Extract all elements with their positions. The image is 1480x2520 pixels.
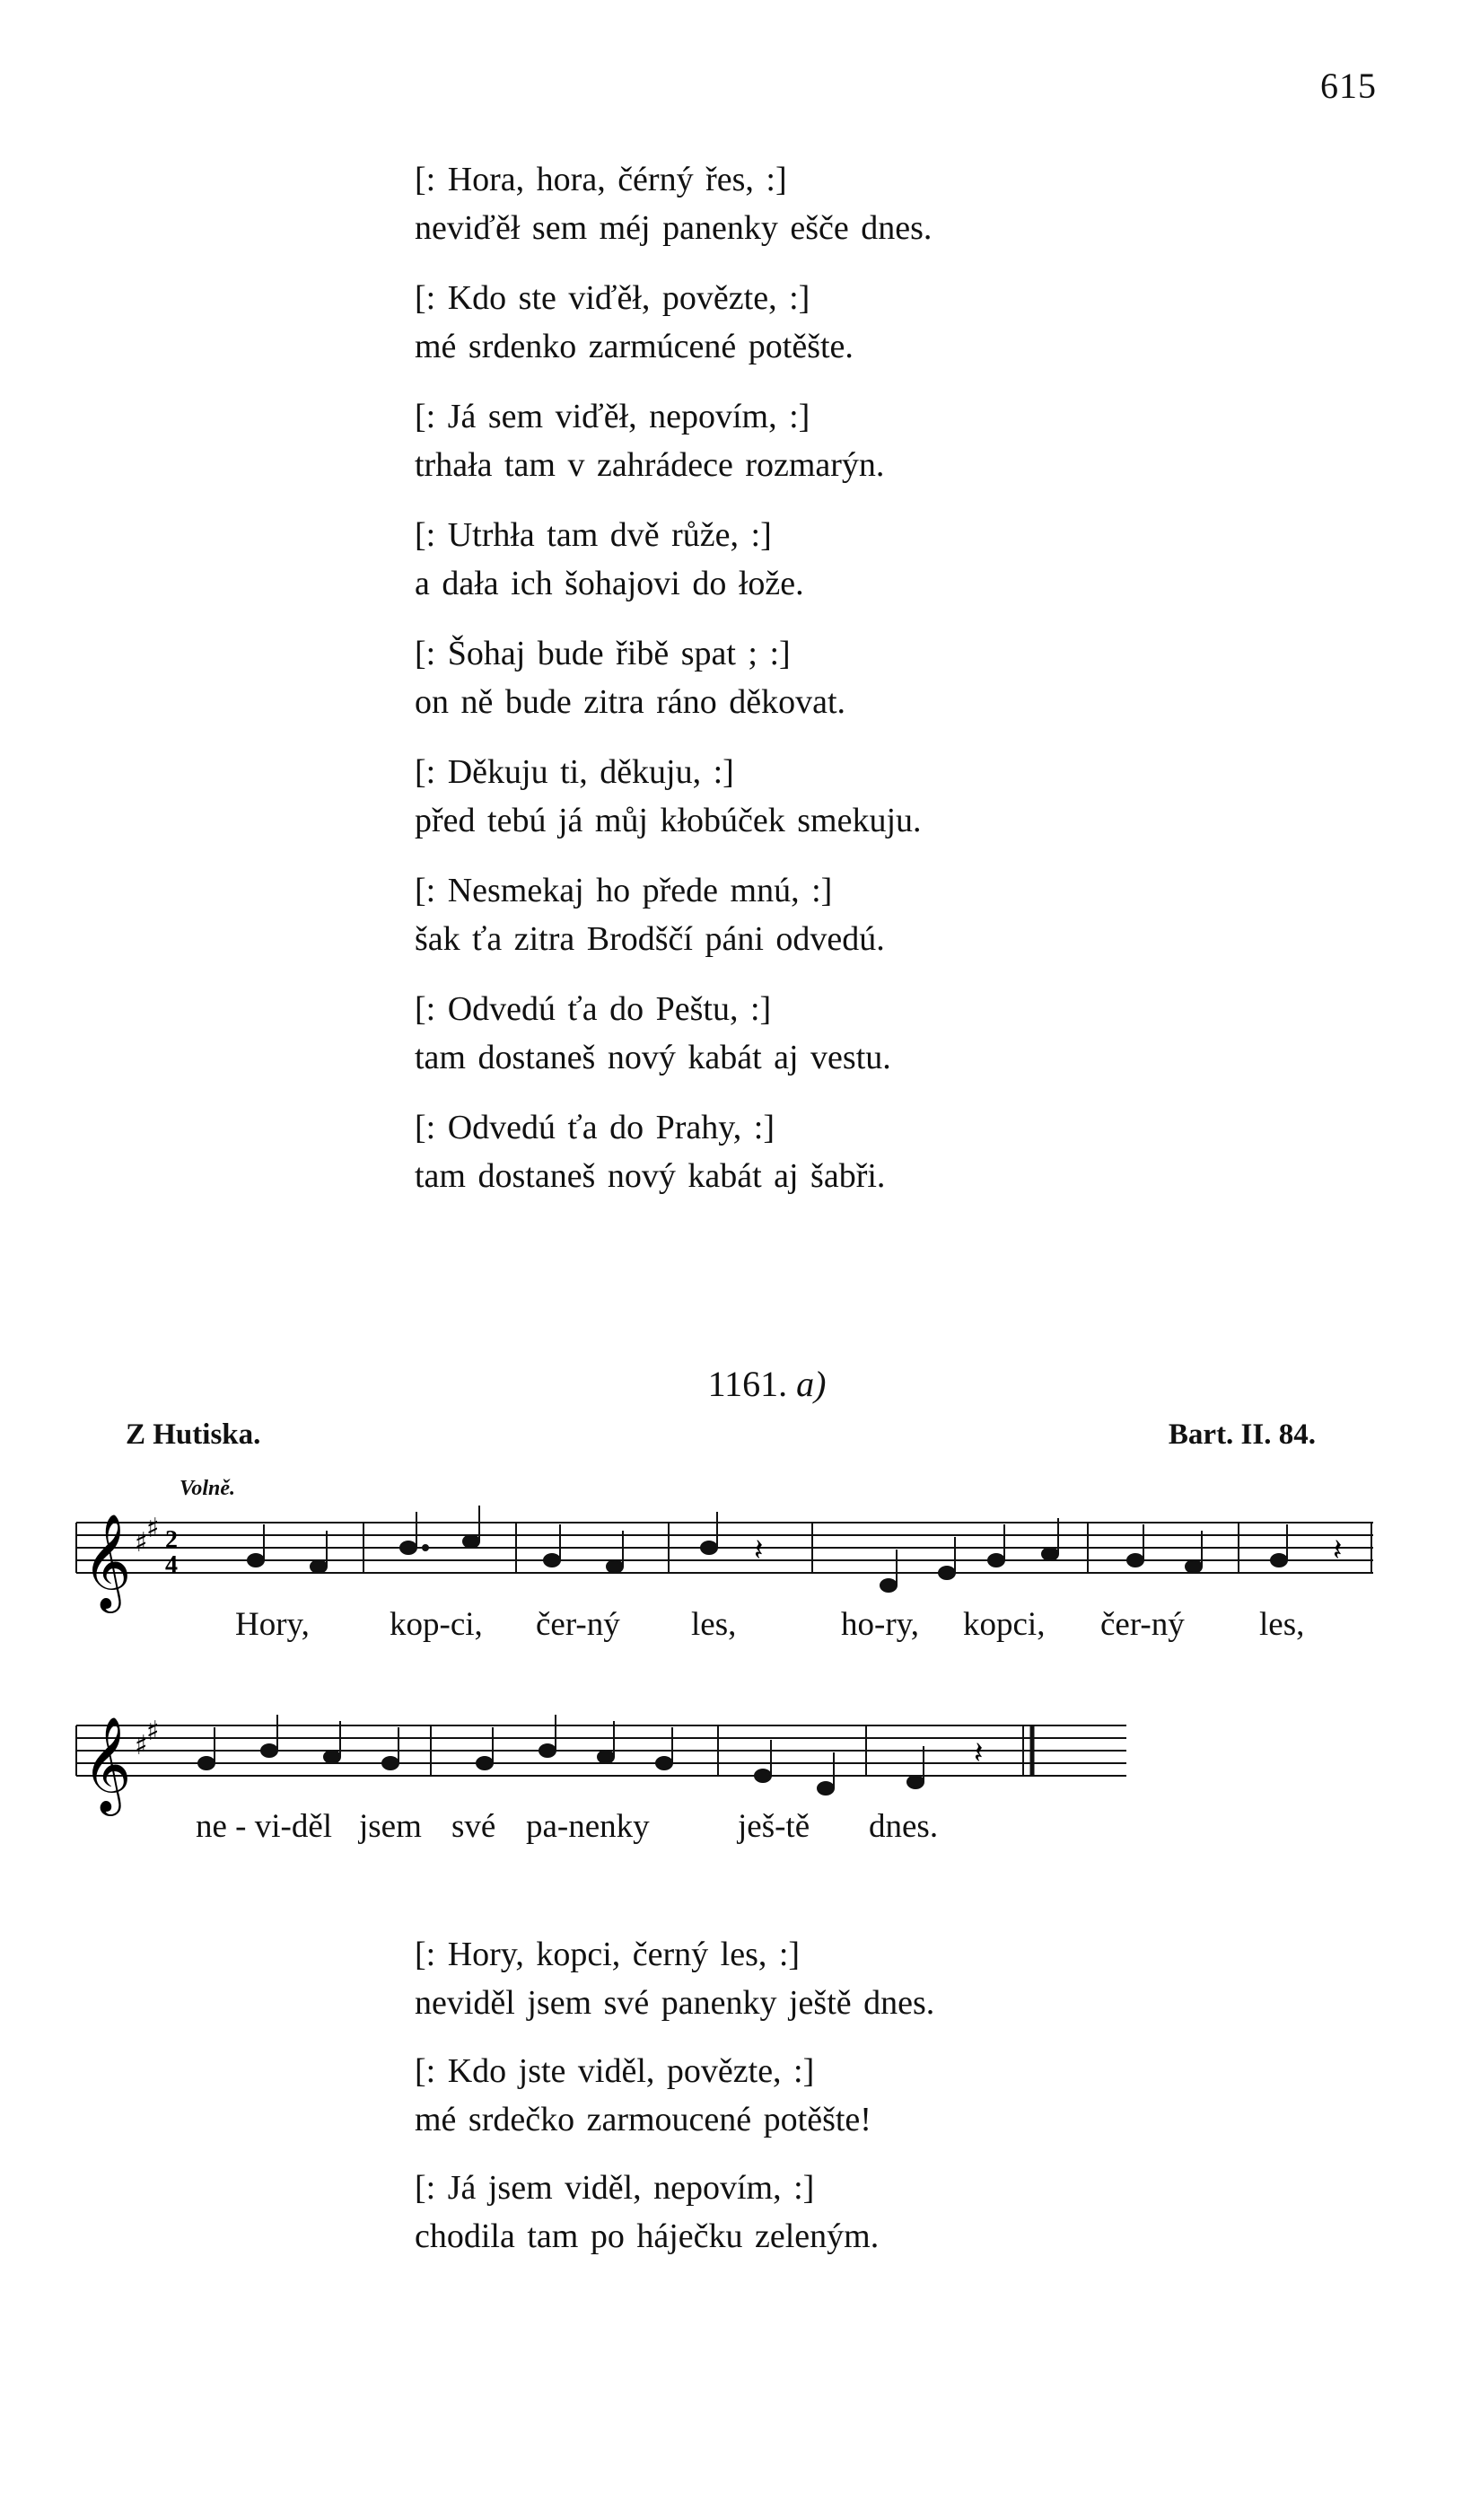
lyric-syllable: dnes.: [869, 1808, 939, 1845]
lyric-syllable: čer-ný: [1100, 1606, 1185, 1643]
key-signature-sharp: ♯: [146, 1513, 160, 1544]
treble-clef-icon: 𝄞: [83, 1513, 132, 1609]
verse-line: tam dostaneš nový kabát aj šabři.: [415, 1157, 886, 1195]
time-signature-bottom: 4: [165, 1551, 178, 1579]
notes-system-2: [198, 1715, 924, 1795]
staff-system-2: [76, 1725, 1126, 1776]
key-signature-sharp: ♯: [135, 1527, 148, 1559]
staff-system-1: [76, 1523, 1373, 1573]
lyric-syllable: své: [451, 1808, 496, 1845]
stanza: [415, 2047, 1312, 2144]
verse-line: mé srdečko zarmoucené potěšte!: [415, 2101, 871, 2138]
lyric-syllable: čer-ný: [536, 1606, 620, 1643]
verse-line: [: Nesmekaj ho přede mnú, :]: [415, 872, 833, 909]
lyric-syllable: ho-ry,: [841, 1606, 919, 1643]
stanza: [415, 1930, 1312, 2027]
lyric-syllable: jsem: [359, 1808, 422, 1845]
tempo-marking: Volně.: [180, 1477, 236, 1500]
key-signature-sharp: ♯: [135, 1730, 148, 1761]
lyric-syllable: Hory,: [235, 1606, 310, 1643]
verse-line: [: Hora, hora, čérný řes, :]: [415, 161, 787, 198]
rest-icon: 𝄽: [974, 1735, 984, 1771]
verse-line: a dała ich šohajovi do łože.: [415, 565, 804, 602]
page-number: 615: [1320, 66, 1377, 106]
verse-line: on ně bude zitra ráno děkovat.: [415, 683, 846, 721]
lyric-syllable: les,: [1259, 1606, 1305, 1643]
stanza: [415, 2164, 1312, 2261]
song-variant: a): [796, 1364, 827, 1404]
verse-line: [: Já jsem viděl, nepovím, :]: [415, 2169, 815, 2207]
lyric-syllable: ne - vi-děl: [196, 1808, 333, 1845]
verse-line: trhała tam v zahrádece rozmarýn.: [415, 446, 885, 484]
lyric-syllable: kop-ci,: [390, 1606, 483, 1643]
song-number-value: 1161.: [707, 1364, 788, 1404]
verse-line: tam dostaneš nový kabát aj vestu.: [415, 1039, 891, 1076]
verse-line: [: Odvedú ťa do Prahy, :]: [415, 1109, 775, 1146]
lyric-syllable: kopci,: [963, 1606, 1046, 1643]
verse-line: [: Utrhła tam dvě růže, :]: [415, 516, 772, 554]
verse-line: [: Kdo jste viděl, povězte, :]: [415, 2052, 815, 2090]
time-signature-top: 2: [165, 1526, 178, 1554]
treble-clef-icon: 𝄞: [83, 1716, 132, 1812]
verse-line: [: Hory, kopci, černý les, :]: [415, 1936, 801, 1973]
verse-line: neviděl jsem své panenky ještě dnes.: [415, 1984, 935, 2022]
rest-icon: 𝄽: [754, 1532, 764, 1568]
verse-line: [: Kdo ste viďěł, povězte, :]: [415, 279, 810, 317]
lyric-syllable: ješ-tě: [738, 1808, 810, 1845]
lyric-syllable: les,: [691, 1606, 737, 1643]
stanzas-bottom: [415, 1930, 1312, 2280]
verse-line: [: Odvedú ťa do Peštu, :]: [415, 990, 772, 1028]
lyric-syllable: pa-nenky: [526, 1808, 650, 1845]
rest-icon: 𝄽: [1333, 1532, 1343, 1568]
key-signature-sharp: ♯: [146, 1716, 160, 1747]
verse-line: [: Šohaj bude řibě spat ; :]: [415, 635, 791, 672]
verse-line: před tebú já můj kłobúček smekuju.: [415, 802, 922, 839]
verse-line: šak ťa zitra Brodščí páni odvedú.: [415, 920, 885, 958]
verse-line: [: Děkuju ti, děkuju, :]: [415, 753, 734, 791]
song-origin: Z Hutiska.: [126, 1418, 261, 1451]
verse-line: chodila tam po háječku zeleným.: [415, 2217, 880, 2255]
song-reference: Bart. II. 84.: [1168, 1418, 1316, 1451]
verse-line: neviďěł sem méj panenky ešče dnes.: [415, 209, 933, 247]
verse-line: [: Já sem viďěł, nepovím, :]: [415, 398, 810, 435]
verse-line: mé srdenko zarmúcené potěšte.: [415, 328, 854, 365]
